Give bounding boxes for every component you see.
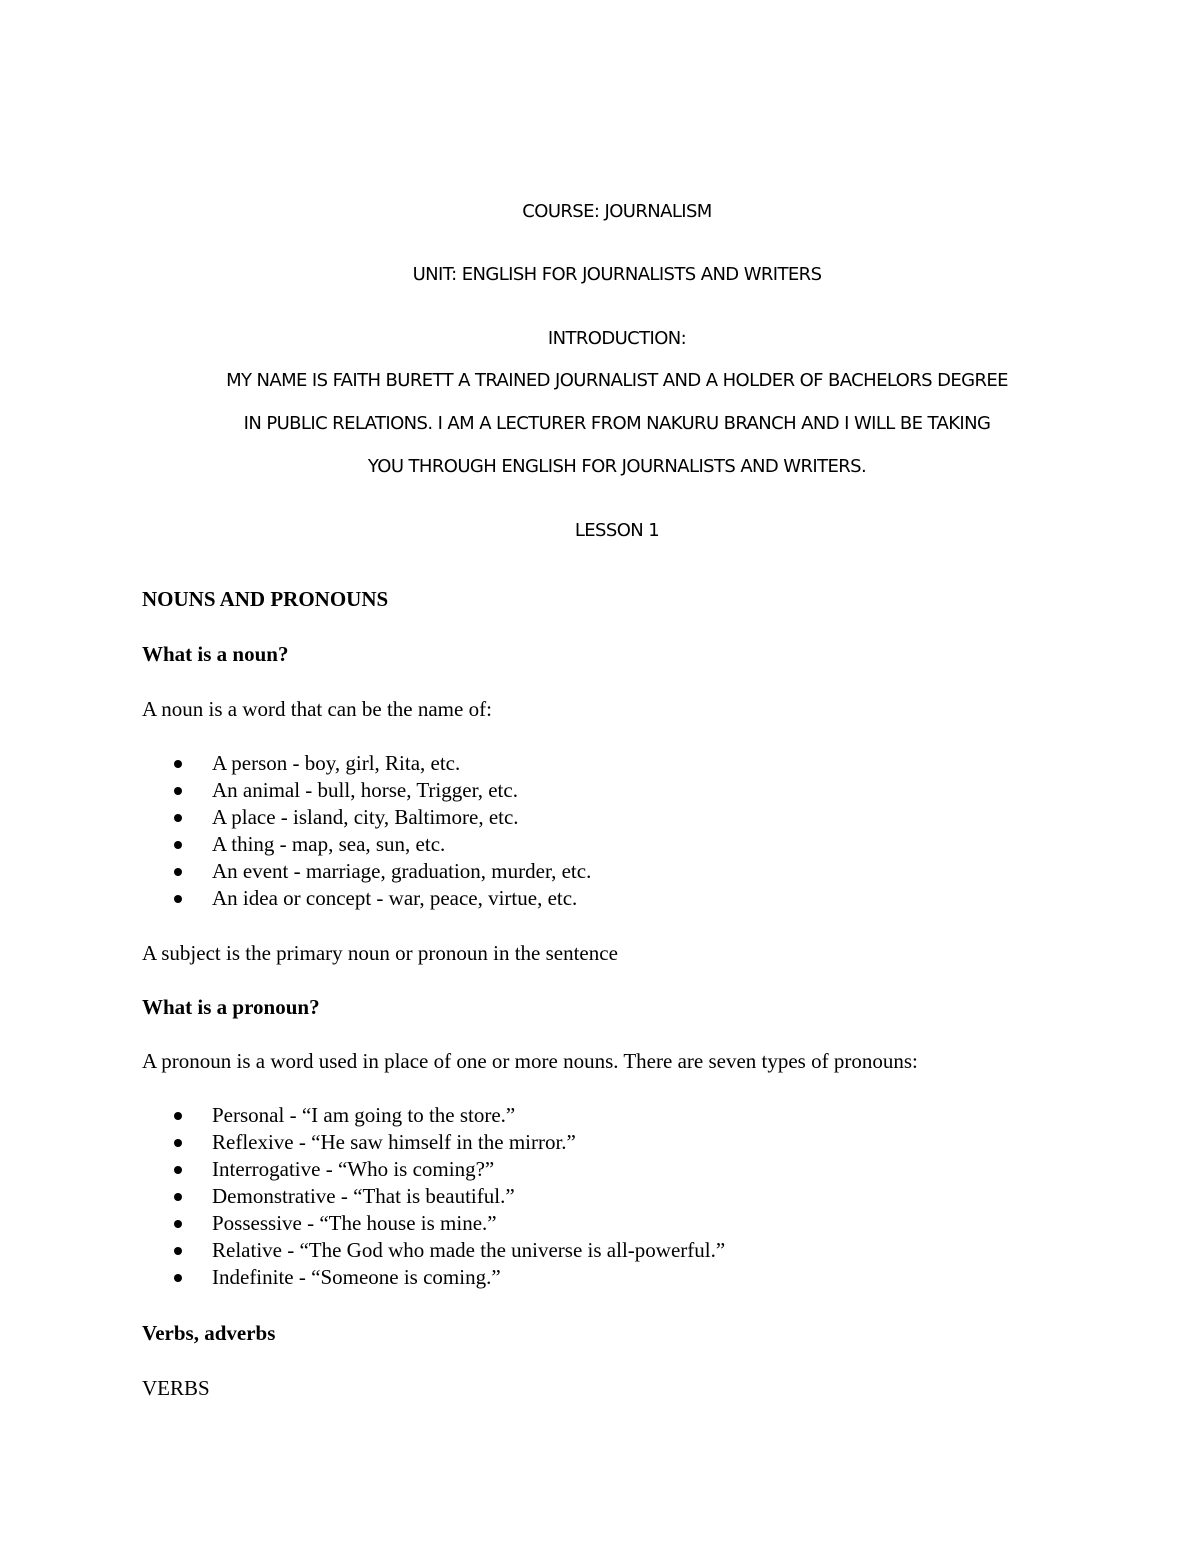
list-item [170, 777, 591, 804]
bullet-icon [174, 1220, 182, 1228]
list-item [170, 831, 591, 858]
noun-definition: A noun is a word that can be the name of: [142, 697, 492, 721]
bullet-icon [174, 1139, 182, 1147]
bullet-icon [174, 1193, 182, 1201]
introduction-line-1: MY NAME IS FAITH BURETT A TRAINED JOURNALIST AND A HOLDER OF BACHELORS DEGREE [226, 370, 1008, 391]
bullet-icon [174, 895, 182, 903]
introduction-line-2: IN PUBLIC RELATIONS. I AM A LECTURER FROM NAKURU BRANCH AND I WILL BE TAKING [243, 413, 991, 434]
list-item [170, 1183, 725, 1210]
unit-title: UNIT: ENGLISH FOR JOURNALISTS AND WRITERS [412, 264, 822, 285]
list-item-text: Reflexive - “He saw himself in the mirror.” [212, 1130, 576, 1154]
bullet-icon [174, 1112, 182, 1120]
list-item-text: Indefinite - “Someone is coming.” [212, 1265, 501, 1289]
list-item [170, 750, 591, 777]
list-item-text: An event - marriage, graduation, murder, etc. [212, 859, 592, 883]
bullet-icon [174, 760, 182, 768]
list-item-text: Relative - “The God who made the universe is all-powerful.” [212, 1238, 726, 1262]
list-item [170, 1129, 725, 1156]
subject-note: A subject is the primary noun or pronoun in the sentence [142, 941, 618, 965]
introduction-heading: INTRODUCTION: [547, 328, 687, 349]
list-item-text: Demonstrative - “That is beautiful.” [212, 1184, 515, 1208]
bullet-icon [174, 1274, 182, 1282]
list-item-text: A thing - map, sea, sun, etc. [212, 832, 446, 856]
list-item-text: An animal - bull, horse, Trigger, etc. [212, 778, 518, 802]
pronoun-question: What is a pronoun? [142, 995, 320, 1019]
introduction-line-3: YOU THROUGH ENGLISH FOR JOURNALISTS AND WRITERS. [367, 456, 867, 477]
nouns-pronouns-heading: NOUNS AND PRONOUNS [142, 587, 389, 611]
list-item-text: Personal - “I am going to the store.” [212, 1103, 516, 1127]
list-item [170, 858, 591, 885]
list-item [170, 1156, 725, 1183]
pronoun-types-list [170, 1102, 725, 1291]
noun-examples-list [170, 750, 591, 912]
noun-question: What is a noun? [142, 642, 289, 666]
list-item-text: A person - boy, girl, Rita, etc. [212, 751, 461, 775]
list-item-text: An idea or concept - war, peace, virtue, etc. [212, 886, 578, 910]
list-item [170, 1237, 725, 1264]
verbs-subheading: VERBS [142, 1376, 210, 1400]
bullet-icon [174, 1166, 182, 1174]
course-title: COURSE: JOURNALISM [522, 201, 712, 222]
bullet-icon [174, 1247, 182, 1255]
verbs-adverbs-heading: Verbs, adverbs [142, 1321, 276, 1345]
list-item [170, 1102, 725, 1129]
list-item [170, 885, 591, 912]
bullet-icon [174, 814, 182, 822]
bullet-icon [174, 868, 182, 876]
list-item [170, 804, 591, 831]
bullet-icon [174, 841, 182, 849]
list-item [170, 1264, 725, 1291]
list-item [170, 1210, 725, 1237]
pronoun-definition: A pronoun is a word used in place of one or more nouns. There are seven types of pronouns: [142, 1049, 918, 1073]
lesson-label: LESSON 1 [574, 520, 660, 541]
list-item-text: Interrogative - “Who is coming?” [212, 1157, 495, 1181]
list-item-text: A place - island, city, Baltimore, etc. [212, 805, 519, 829]
list-item-text: Possessive - “The house is mine.” [212, 1211, 497, 1235]
bullet-icon [174, 787, 182, 795]
